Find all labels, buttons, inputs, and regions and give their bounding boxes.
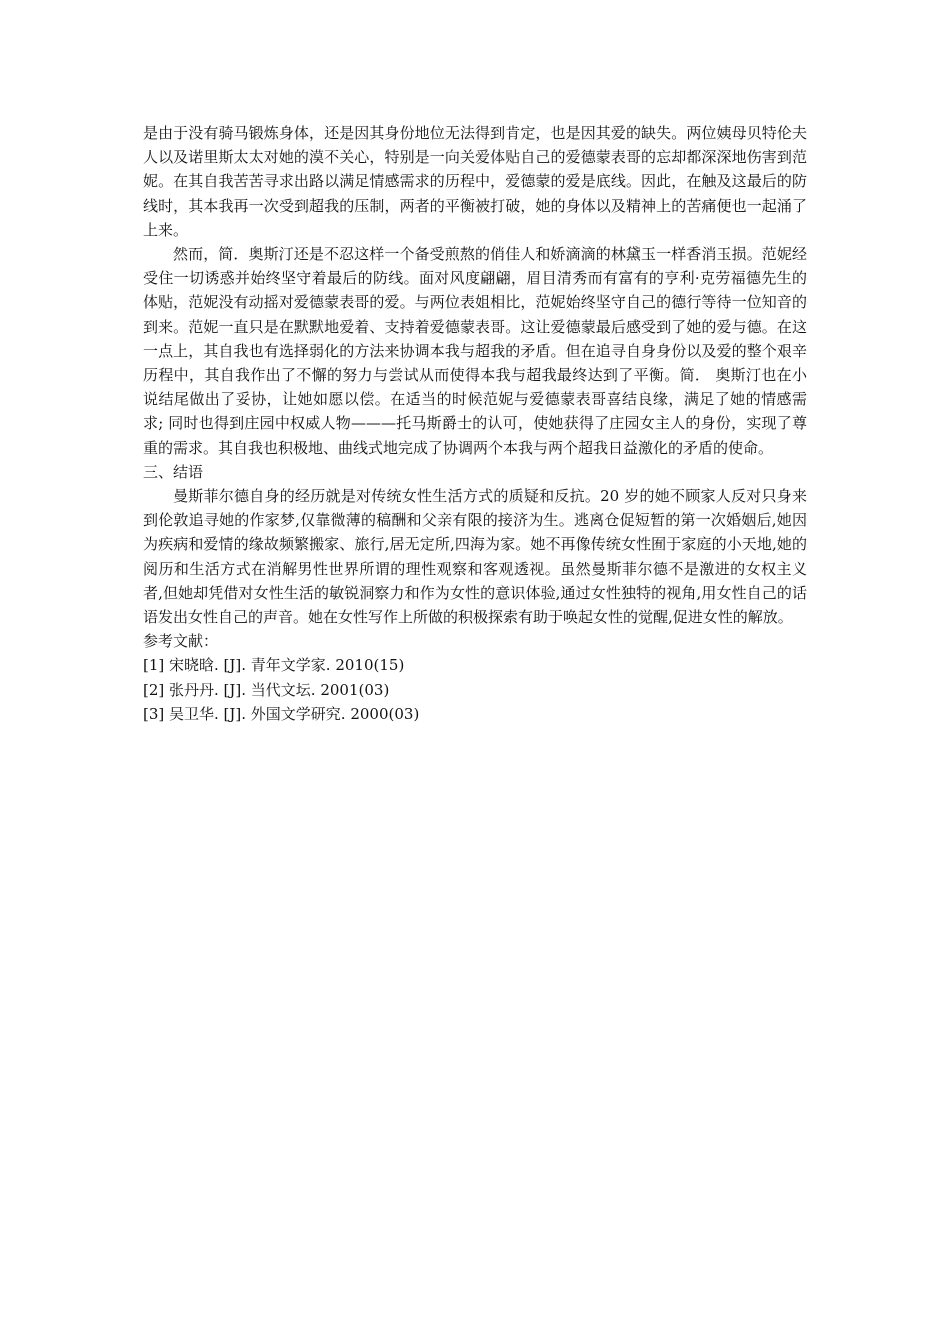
body-paragraph-2: 然而，简．奥斯汀还是不忍这样一个备受煎熬的俏佳人和娇滴滴的林黛玉一样香消玉损。范妮经受住一切诱惑并始终坚守着最后的防线。面对风度翩翩，眉目清秀而有富有的亨利·克劳福德先生的体贴，范妮没有动摇对爱德蒙表哥的爱。与两位表姐相比，范妮始终坚守自己的德行等待一位知音的到来。范妮一直只是在默默地爱着、支持着爱德蒙表哥。这让爱德蒙最后感受到了她的爱与德。在这一点上，其自我也有选择弱化的方法来协调本我与超我的矛盾。但在追寻自身身份以及爱的整个艰辛历程中，其自我作出了不懈的努力与尝试从而使得本我与超我最终达到了平衡。简． 奥斯汀也在小说结尾做出了妥协，让她如愿以偿。在适当的时候范妮与爱德蒙表哥喜结良缘，满足了她的情感需求; 同时也得到庄园中权威人物———托马斯爵士的认可，使她获得了庄园女主人的身份，实现了尊重的需求。其自我也积极地、曲线式地完成了协调两个本我与两个超我日益激化的矛盾的使命。	[143, 245, 807, 457]
document-body	[143, 121, 807, 726]
reference-item: [2] 张丹丹. [J]. 当代文坛. 2001(03)	[143, 680, 390, 699]
reference-item: [3] 吴卫华. [J]. 外国文学研究. 2000(03)	[143, 704, 420, 723]
reference-item: [1] 宋晓晗. [J]. 青年文学家. 2010(15)	[143, 656, 405, 675]
conclusion-paragraph: 曼斯菲尔德自身的经历就是对传统女性生活方式的质疑和反抗。20 岁的她不顾家人反对只身来到伦敦追寻她的作家梦,仅靠微薄的稿酬和父亲有限的接济为生。逃离仓促短暂的第一次婚姻后,她因为疾病和爱情的缘故频繁搬家、旅行,居无定所,四海为家。她不再像传统女性囿于家庭的小天地,她的阅历和生活方式在消解男性世界所谓的理性观察和客观透视。虽然曼斯菲尔德不是激进的女权主义者,但她却凭借对女性生活的敏锐洞察力和作为女性的意识体验,通过女性独特的视角,用女性自己的话语发出女性自己的声音。她在女性写作上所做的积极探索有助于唤起女性的觉醒,促进女性的解放。	[143, 487, 807, 627]
references-list	[143, 653, 807, 726]
section-heading-conclusion: 三、结语	[143, 462, 204, 481]
body-paragraph-1: 是由于没有骑马锻炼身体，还是因其身份地位无法得到肯定，也是因其爱的缺失。两位姨母贝特伦夫人以及诺里斯太太对她的漠不关心，特别是一向关爱体贴自己的爱德蒙表哥的忘却都深深地伤害到范妮。在其自我苦苦寻求出路以满足情感需求的历程中，爱德蒙的爱是底线。因此，在触及这最后的防线时，其本我再一次受到超我的压制，两者的平衡被打破，她的身体以及精神上的苦痛便也一起涌了上来。	[143, 124, 807, 239]
references-title: 参考文献：	[143, 632, 219, 651]
